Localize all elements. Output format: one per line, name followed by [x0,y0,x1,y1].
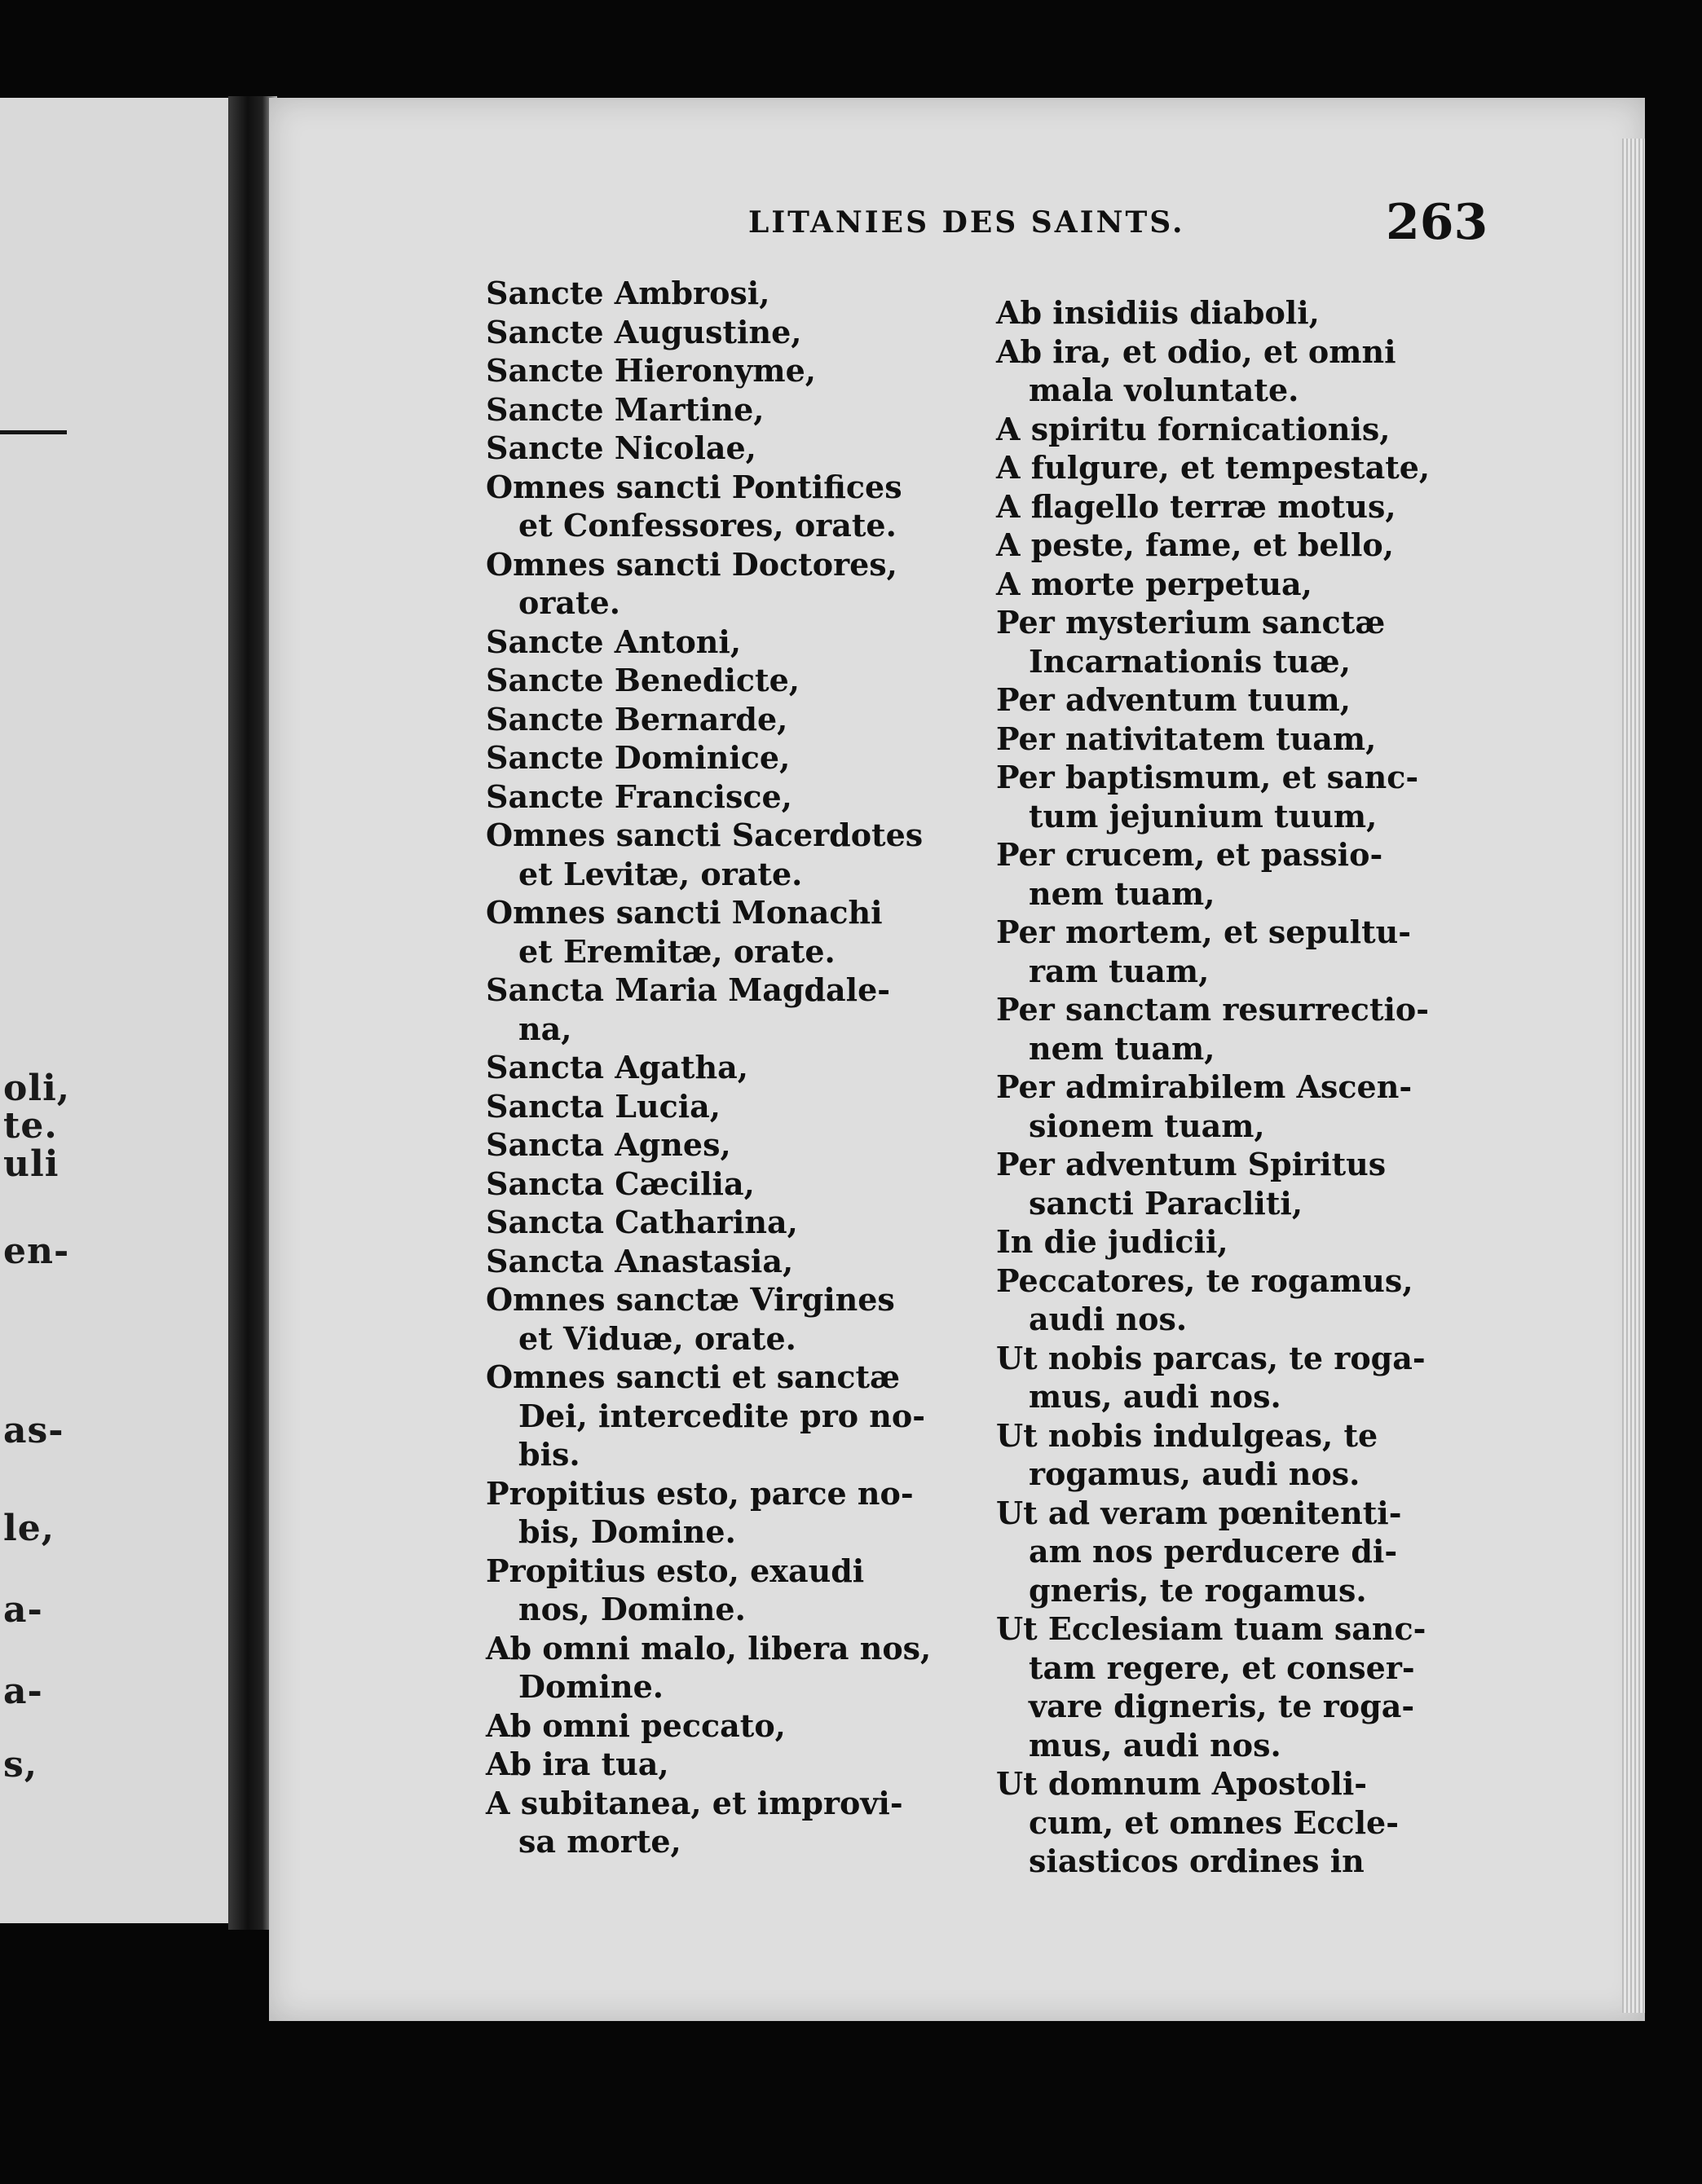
litany-line: Peccatores, te rogamus, [996,1262,1413,1299]
litany-line: Sancte Bernarde, [486,700,788,738]
litany-line: Per sanctam resurrectio- [996,991,1430,1028]
litany-line: Per admirabilem Ascen- [996,1068,1413,1105]
litany-line: cum, et omnes Eccle- [1029,1803,1399,1841]
litany-line: et Eremitæ, orate. [518,932,836,970]
litany-line: am nos perducere di- [1029,1533,1398,1570]
litany-line: gneris, te rogamus. [1029,1571,1367,1609]
litany-line: et Confessores, orate. [518,507,897,544]
litany-line: A fulgure, et tempestate, [996,449,1431,486]
litany-line: A peste, fame, et bello, [996,526,1395,563]
page-number: 263 [1386,194,1488,251]
litany-line: Omnes sancti Monachi [486,894,883,931]
litany-line: audi nos. [1029,1301,1188,1337]
litany-line: Omnes sanctæ Virgines [486,1281,895,1318]
litany-line: Per baptismum, et sanc- [996,759,1419,795]
litany-line: Sancte Benedicte, [486,662,800,698]
litany-line: Ut nobis indulgeas, te [996,1416,1378,1454]
litany-line: sa morte, [518,1823,681,1860]
litany-line: Sancte Antoni, [486,623,742,660]
litany-line: Sancta Agatha, [486,1049,748,1085]
litany-line: Ut domnum Apostoli- [996,1765,1368,1802]
litany-line: In die judicii, [996,1223,1228,1260]
litany-line: Per adventum Spiritus [996,1146,1387,1182]
litany-line: Ut nobis parcas, te roga- [996,1339,1426,1376]
fragment-text: oli, [3,1068,71,1109]
litany-line: Sancte Francisce, [486,777,792,815]
litany-line: Omnes sancti Sacerdotes [486,817,924,853]
litany-line: sancti Paracliti, [1029,1184,1303,1222]
litany-line: vare digneris, te roga- [1029,1688,1415,1724]
litany-line: A morte perpetua, [996,565,1312,602]
litany-line: nos, Domine. [518,1591,746,1627]
litany-line: mala voluntate. [1029,372,1299,408]
litany-line: Omnes sancti Doctores, [486,545,897,583]
litany-line: tam regere, et conser- [1029,1649,1415,1686]
litany-line: Per mysterium sanctæ [996,604,1386,641]
litany-line: Per adventum tuum, [996,681,1351,718]
fragment-text: a- [3,1671,43,1712]
litany-line: Ab insidiis diaboli, [996,294,1320,331]
litany-line: na, [518,1010,572,1047]
litany-line: Sancta Lucia, [486,1087,721,1125]
litany-line: Sancta Agnes, [486,1126,731,1163]
facing-page-left [0,98,228,1923]
litany-line: Sancta Anastasia, [486,1242,794,1279]
litany-line: Ut Ecclesiam tuam sanc- [996,1610,1426,1647]
litany-line: mus, audi nos. [1029,1378,1281,1415]
litany-line: Ut ad veram pœnitenti- [996,1494,1402,1531]
litany-line: tum jejunium tuum, [1029,797,1378,834]
litany-line: Propitius esto, exaudi [486,1552,865,1589]
litany-line: Omnes sancti et sanctæ [486,1358,901,1395]
litany-line: Sancte Augustine, [486,313,802,350]
page-edge [1622,139,1645,2013]
litany-line: Ab ira tua, [486,1746,669,1782]
running-head: LITANIES DES SAINTS. [748,205,1185,240]
litany-line: Sancte Dominice, [486,739,791,776]
fragment-text: as- [3,1410,64,1451]
litany-line: Sancte Hieronyme, [486,352,816,389]
litany-line: Incarnationis tuæ, [1029,642,1351,680]
litany-line: orate. [518,584,620,621]
fragment-text: en- [3,1231,70,1272]
fragment-text: uli [3,1143,60,1185]
litany-line: bis. [518,1436,580,1473]
litany-line: Sancte Nicolae, [486,429,756,466]
litany-line: Per nativitatem tuam, [996,720,1377,757]
litany-column-right [996,293,1469,1881]
fragment-text: s, [3,1744,38,1786]
litany-line: nem tuam, [1029,1029,1215,1067]
litany-line: sionem tuam, [1029,1107,1265,1144]
litany-line: Ab ira, et odio, et omni [996,332,1396,370]
litany-line: Ab omni malo, libera nos, [486,1629,932,1667]
section-rule [0,430,67,434]
litany-line: A spiritu fornicationis, [996,410,1391,447]
litany-line: nem tuam, [1029,874,1215,912]
litany-line: ram tuam, [1029,952,1210,989]
litany-line: A subitanea, et improvi- [486,1784,903,1821]
litany-column-left [486,274,950,1861]
litany-line: Sancta Cæcilia, [486,1165,755,1202]
litany-line: Propitius esto, parce no- [486,1474,914,1512]
litany-line: Sancte Martine, [486,390,765,428]
fragment-text: a- [3,1589,43,1631]
litany-line: mus, audi nos. [1029,1726,1281,1763]
litany-line: bis, Domine. [518,1513,736,1550]
litany-line: et Viduæ, orate. [518,1319,796,1357]
litany-line: Omnes sancti Pontifices [486,468,902,505]
litany-line: Sancta Catharina, [486,1204,798,1240]
litany-line: siasticos ordines in [1029,1843,1365,1879]
litany-line: Dei, intercedite pro no- [518,1397,926,1434]
litany-line: Sancte Ambrosi, [486,275,770,311]
litany-line: Ab omni peccato, [486,1706,786,1744]
litany-line: rogamus, audi nos. [1029,1455,1360,1492]
litany-line: A flagello terræ motus, [996,487,1396,525]
fragment-text: le, [3,1508,55,1549]
litany-line: Per mortem, et sepultu- [996,914,1412,950]
litany-line: Per crucem, et passio- [996,836,1383,873]
litany-line: Domine. [518,1668,664,1705]
fragment-text: te. [3,1105,58,1147]
litany-line: et Levitæ, orate. [518,855,803,892]
litany-line: Sancta Maria Magdale- [486,971,891,1008]
